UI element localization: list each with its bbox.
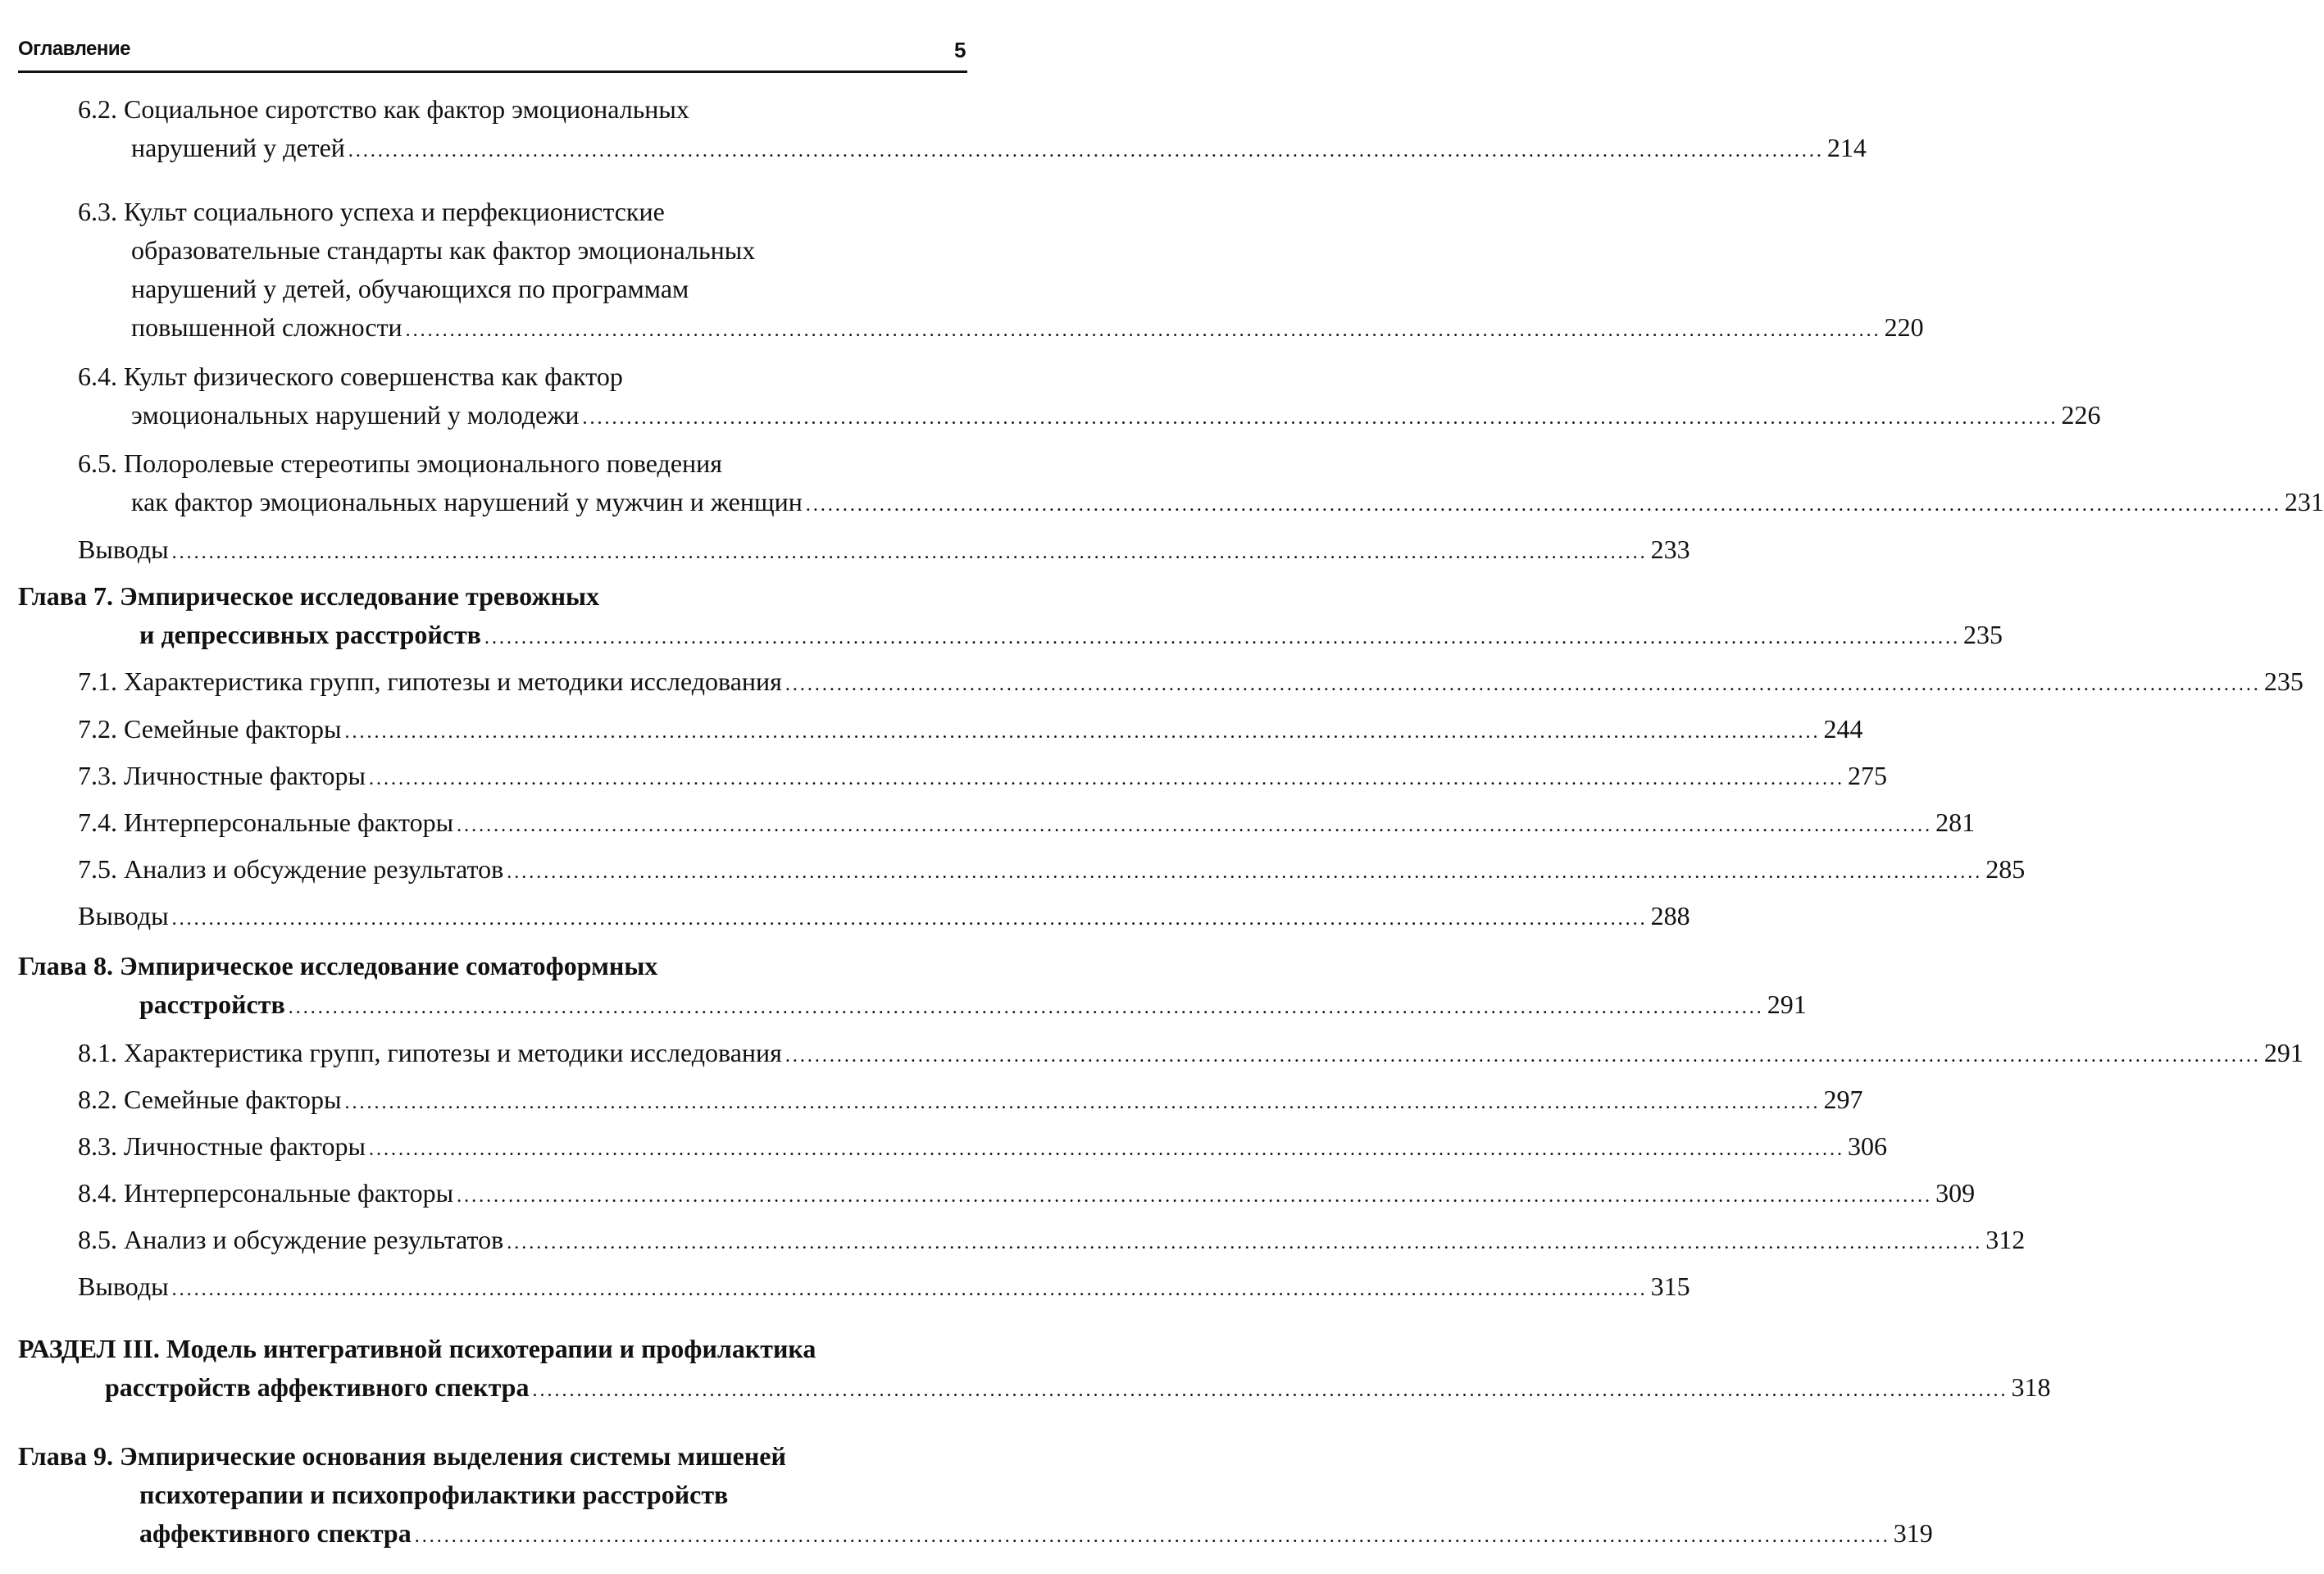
toc-entry-last-line	[78, 1174, 1976, 1216]
toc-entry-last-line	[131, 308, 1924, 350]
dot-leader: ........................................................................................................................................................................................................	[414, 1526, 1890, 1547]
dot-leader: ........................................................................................................................................................................................................	[507, 862, 1983, 883]
header-page-number: 5	[954, 38, 966, 62]
dot-leader: ........................................................................................................................................................................................................	[171, 908, 1648, 930]
toc-entry-title: 8.5. Анализ и обсуждение результатов	[78, 1225, 504, 1254]
dot-leader: ........................................................................................................................................................................................................	[582, 407, 2058, 429]
dot-leader: ........................................................................................................................................................................................................	[344, 721, 1821, 743]
toc-entry-title: Выводы	[78, 535, 169, 564]
toc-page-number: 288	[1650, 901, 1690, 930]
toc-entry-last-line	[78, 662, 2304, 704]
dot-leader: ........................................................................................................................................................................................................	[344, 1092, 1821, 1113]
dot-leader: ........................................................................................................................................................................................................	[457, 1185, 1933, 1207]
toc-page-number: 318	[2011, 1372, 2051, 1402]
toc-entry-line: образовательные стандарты как фактор эмоциональных	[131, 235, 756, 265]
dot-leader: ........................................................................................................................................................................................................	[785, 674, 2261, 695]
toc-page-number: 306	[1847, 1131, 1887, 1161]
toc-entry-line: 6.5. Полоролевые стереотипы эмоционального поведения	[78, 448, 722, 478]
toc-page-number: 297	[1823, 1085, 1863, 1114]
toc-page-number: 312	[1985, 1225, 2026, 1254]
toc-entry-title: аффективного спектра	[139, 1518, 412, 1548]
toc-entry-title: 8.1. Характеристика групп, гипотезы и методики исследования	[78, 1038, 782, 1067]
toc-entry-last-line	[131, 483, 2324, 525]
toc-page-number: 291	[2263, 1038, 2304, 1067]
toc-entry-line: 6.4. Культ физического совершенства как фактор	[78, 362, 623, 391]
dot-leader: ........................................................................................................................................................................................................	[368, 1139, 1844, 1160]
toc-entry-last-line	[131, 396, 2101, 438]
toc-page-number: 231	[2284, 487, 2324, 516]
toc-entry-last-line	[78, 850, 2026, 892]
toc-page-number: 226	[2061, 400, 2101, 430]
toc-entry-last-line	[105, 1368, 2051, 1410]
toc-entry-line: Глава 9. Эмпирические основания выделения системы мишеней	[18, 1441, 786, 1471]
toc-entry-line: Глава 7. Эмпирическое исследование тревожных	[18, 581, 599, 611]
toc-entry-title: 7.2. Семейные факторы	[78, 714, 342, 744]
toc-entry-last-line	[78, 757, 1887, 798]
toc-entry-last-line	[78, 1034, 2304, 1076]
toc-page-number: 309	[1935, 1178, 1976, 1208]
toc-page-number: 281	[1935, 807, 1976, 837]
toc-entry-line: нарушений у детей, обучающихся по программам	[131, 274, 689, 303]
toc-entry-title: 8.4. Интерперсональные факторы	[78, 1178, 454, 1208]
toc-entry-title: 7.5. Анализ и обсуждение результатов	[78, 854, 504, 884]
toc-entry-line: 6.3. Культ социального успеха и перфекционистские	[78, 197, 665, 226]
toc-entry-title: как фактор эмоциональных нарушений у мужчин и женщин	[131, 487, 803, 516]
dot-leader: ........................................................................................................................................................................................................	[171, 1279, 1648, 1300]
toc-page-number: 220	[1884, 312, 1924, 342]
toc-page-number: 235	[2263, 666, 2304, 696]
header-title: Оглавление	[18, 38, 130, 60]
toc-page-number: 275	[1847, 761, 1887, 790]
toc-entry-last-line	[78, 1080, 1863, 1122]
toc-entry-last-line	[78, 897, 1690, 939]
toc-entry-last-line	[131, 129, 1867, 171]
toc-entry-title: 7.4. Интерперсональные факторы	[78, 807, 454, 837]
dot-leader: ........................................................................................................................................................................................................	[348, 140, 1824, 161]
toc-entry-last-line	[139, 616, 2003, 657]
toc-entry-title: Выводы	[78, 1271, 169, 1301]
dot-leader: ........................................................................................................................................................................................................	[484, 627, 1960, 648]
toc-entry-title: нарушений у детей	[131, 133, 345, 162]
toc-entry-last-line	[139, 985, 1807, 1027]
toc-page-number: 285	[1985, 854, 2026, 884]
toc-entry-last-line	[78, 1221, 2026, 1262]
toc-entry-last-line	[78, 710, 1863, 752]
toc-entry-last-line	[78, 530, 1690, 572]
toc-page-number: 319	[1893, 1518, 1933, 1548]
dot-leader: ........................................................................................................................................................................................................	[532, 1380, 2008, 1401]
toc-page-number: 235	[1962, 620, 2003, 649]
toc-entry-last-line	[139, 1514, 1933, 1556]
toc-entry-title: расстройств	[139, 989, 285, 1019]
dot-leader: ........................................................................................................................................................................................................	[288, 997, 1764, 1018]
toc-page-number: 214	[1826, 133, 1867, 162]
toc-entry-title: 7.1. Характеристика групп, гипотезы и методики исследования	[78, 666, 782, 696]
toc-entry-title: 8.3. Личностные факторы	[78, 1131, 366, 1161]
toc-entry-last-line	[78, 1267, 1690, 1309]
toc-entry-title: Выводы	[78, 901, 169, 930]
toc-entry-last-line	[78, 803, 1976, 845]
toc-entry-line: 6.2. Социальное сиротство как фактор эмоциональных	[78, 94, 689, 124]
toc-page-number: 233	[1650, 535, 1690, 564]
toc-entry-title: расстройств аффективного спектра	[105, 1372, 530, 1402]
toc-entry-title: 7.3. Личностные факторы	[78, 761, 366, 790]
toc-entry-last-line	[78, 1127, 1887, 1169]
dot-leader: ........................................................................................................................................................................................................	[405, 320, 1881, 341]
toc-entry-line: РАЗДЕЛ III. Модель интегративной психотерапии и профилактика	[18, 1334, 816, 1363]
toc-entry-title: 8.2. Семейные факторы	[78, 1085, 342, 1114]
toc-entry-line: психотерапии и психопрофилактики расстройств	[139, 1480, 729, 1509]
dot-leader: ........................................................................................................................................................................................................	[457, 815, 1933, 836]
toc-entry-title: и депрессивных расстройств	[139, 620, 481, 649]
toc-page-number: 291	[1767, 989, 1807, 1019]
toc-entry-title: эмоциональных нарушений у молодежи	[131, 400, 580, 430]
toc-page-number: 315	[1650, 1271, 1690, 1301]
dot-leader: ........................................................................................................................................................................................................	[507, 1232, 1983, 1253]
dot-leader: ........................................................................................................................................................................................................	[785, 1045, 2261, 1067]
toc-page-number: 244	[1823, 714, 1863, 744]
toc-entry-line: Глава 8. Эмпирическое исследование соматоформных	[18, 951, 658, 980]
dot-leader: ........................................................................................................................................................................................................	[805, 494, 2281, 516]
dot-leader: ........................................................................................................................................................................................................	[171, 542, 1648, 563]
running-header	[18, 33, 967, 73]
dot-leader: ........................................................................................................................................................................................................	[368, 768, 1844, 789]
toc-entry-title: повышенной сложности	[131, 312, 402, 342]
